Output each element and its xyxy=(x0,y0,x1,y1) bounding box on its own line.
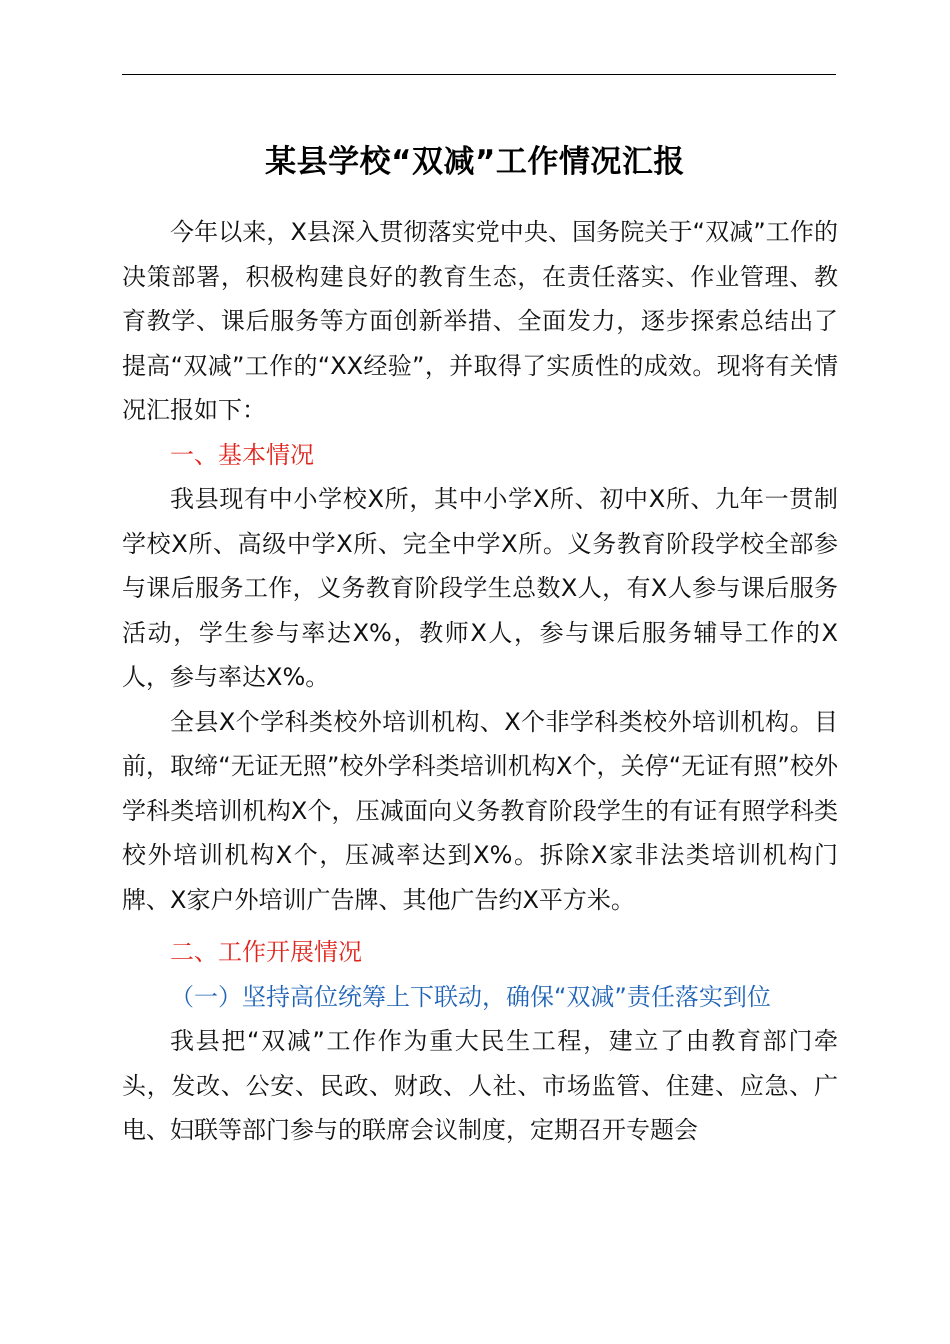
section-heading-basic: 一、基本情况 xyxy=(170,440,314,469)
header-rule xyxy=(122,74,836,75)
section-heading-work: 二、工作开展情况 xyxy=(170,938,362,966)
body-paragraph: 全县X个学科类校外培训机构、X个非学科类校外培训机构。目前，取缔“无证无照”校外学科类培训机构X个，关停“无证有照”校外学科类培训机构X个，压减面向义务教育阶段学生的有证有照学科类校外培训机构X个，压减率达到X%。拆除X家非法类培训机构门牌、X家户外培训广告牌、其他广告约X平方米。 xyxy=(122,707,838,914)
subsection-heading: （一）坚持高位统筹上下联动，确保“双减”责任落实到位 xyxy=(170,982,771,1011)
document-title: 某县学校“双减”工作情况汇报 xyxy=(265,144,685,180)
intro-paragraph: 今年以来，X县深入贯彻落实党中央、国务院关于“双减”工作的决策部署，积极构建良好的教育生态，在责任落实、作业管理、教育教学、课后服务等方面创新举措、全面发力，逐步探索总结出了提高“双减”工作的“XX经验”，并取得了实质性的成效。现将有关情况汇报如下： xyxy=(122,218,838,424)
body-paragraph: 我县把“双减”工作作为重大民生工程，建立了由教育部门牵头，发改、公安、民政、财政、人社、市场监管、住建、应急、广电、妇联等部门参与的联席会议制度，定期召开专题会 xyxy=(122,1027,838,1144)
document-body xyxy=(122,210,838,1153)
body-paragraph: 我县现有中小学校X所，其中小学X所、初中X所、九年一贯制学校X所、高级中学X所、完全中学X所。义务教育阶段学校全部参与课后服务工作，义务教育阶段学生总数X人，有X人参与课后服务活动，学生参与率达X%，教师X人，参与课后服务辅导工作的X人，参与率达X%。 xyxy=(122,485,838,691)
